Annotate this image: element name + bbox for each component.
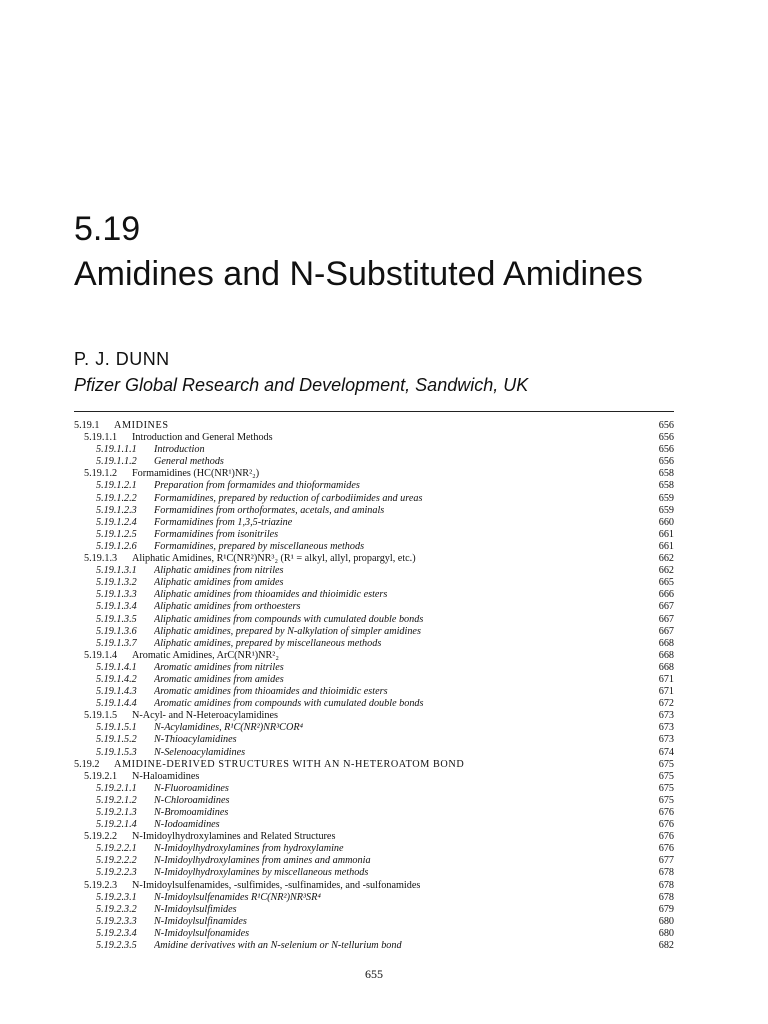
toc-entry-page: 679: [658, 903, 674, 915]
toc-entry[interactable]: [74, 747, 674, 759]
toc-entry-title: N-Acylamidines, R¹C(NR²)NR³COR⁴: [154, 722, 304, 734]
toc-entry-page: 665: [658, 577, 674, 589]
toc-entry-page: 658: [658, 468, 674, 480]
toc-entry-number: 5.19.1.5: [84, 710, 118, 722]
toc-entry-title: N-Acyl- and N-Heteroacylamidines: [132, 710, 278, 722]
toc-entry-page: 675: [658, 758, 674, 770]
toc-entry-page: 675: [658, 770, 674, 782]
toc-entry-page: 673: [658, 734, 674, 746]
toc-entry-title: Formamidines from isonitriles: [154, 528, 279, 540]
toc-entry-number: 5.19.2.1.1: [96, 782, 137, 794]
toc-entry-title: Aromatic Amidines, ArC(NR¹)NR²₂: [132, 649, 279, 661]
toc-entry[interactable]: [74, 517, 674, 529]
toc-entry-number: 5.19.1.3.6: [96, 625, 137, 637]
toc-entry-number: 5.19.2.1.2: [96, 794, 137, 806]
toc-entry-page: 668: [658, 661, 674, 673]
toc-entry[interactable]: [74, 892, 674, 904]
author-affiliation: Pfizer Global Research and Development, Sandwich, UK: [74, 375, 529, 395]
toc-entry-title: Aliphatic amidines from orthoesters: [154, 601, 301, 613]
toc-entry-title: Aromatic amidines from amides: [154, 673, 284, 685]
toc-entry-number: 5.19.1.3.2: [96, 577, 137, 589]
toc-entry[interactable]: [74, 867, 674, 879]
toc-entry-number: 5.19.1.2.3: [96, 504, 137, 516]
toc-entry[interactable]: [74, 638, 674, 650]
toc-entry-number: 5.19.2.1.4: [96, 819, 137, 831]
toc-entry[interactable]: [74, 843, 674, 855]
toc-entry-title: Preparation from formamides and thioformamides: [154, 480, 360, 492]
toc-entry-page: 678: [658, 879, 674, 891]
toc-entry-page: 656: [658, 420, 674, 431]
toc-entry-number: 5.19.1.2.1: [96, 480, 137, 492]
toc-entry-title: Aliphatic amidines from nitriles: [154, 565, 284, 577]
toc-entry-number: 5.19.1.3: [84, 553, 118, 565]
toc-entry-page: 666: [658, 589, 674, 601]
toc-entry-title: Introduction: [154, 444, 205, 456]
toc-entry-number: 5.19.2.3.5: [96, 940, 137, 952]
toc-entry-page: 673: [658, 710, 674, 722]
toc-entry[interactable]: [74, 722, 674, 734]
toc-entry-title: N-Imidoylsulfinamides: [154, 915, 247, 927]
toc-entry-page: 656: [658, 456, 674, 468]
toc-entry[interactable]: [74, 698, 674, 710]
toc-entry[interactable]: [74, 916, 674, 928]
toc-entry-title: Aromatic amidines from thioamides and thioimidic esters: [154, 686, 388, 698]
toc-entry-page: 671: [658, 686, 674, 698]
toc-entry[interactable]: [74, 940, 674, 952]
toc-entry-title: Aliphatic amidines, prepared by N-alkylation of simpler amidines: [154, 625, 421, 637]
chapter-title: Amidines and N-Substituted Amidines: [74, 255, 643, 293]
toc-entry-number: 5.19.1.3.3: [96, 589, 137, 601]
toc-entry-page: 673: [658, 722, 674, 734]
author-name: P. J. DUNN: [74, 349, 170, 369]
toc-entry-page: 676: [658, 831, 674, 843]
toc-entry[interactable]: [74, 819, 674, 831]
toc-entry-title: N-Imidoylhydroxylamines from amines and ammonia: [154, 855, 371, 867]
toc-entry-page: 671: [658, 673, 674, 685]
chapter-number: 5.19: [74, 210, 141, 248]
toc-entry-page: 680: [658, 927, 674, 939]
divider: [74, 411, 674, 412]
toc-entry-title: AMIDINE-DERIVED STRUCTURES WITH AN N-HETEROATOM BOND: [114, 758, 465, 770]
toc-entry-number: 5.19.1.3.7: [96, 637, 137, 649]
toc-entry-page: 662: [658, 565, 674, 577]
toc-entry-page: 662: [658, 553, 674, 565]
toc-entry-title: Formamidines, prepared by reduction of carbodiimides and ureas: [154, 492, 423, 504]
toc-entry-number: 5.19.2.2: [84, 831, 118, 843]
toc-entry-number: 5.19.1.3.5: [96, 613, 137, 625]
toc-entry[interactable]: [74, 553, 674, 565]
toc-entry-page: 678: [658, 891, 674, 903]
toc-entry[interactable]: [74, 468, 674, 480]
toc-entry-page: 682: [658, 940, 674, 952]
toc-entry-title: N-Imidoylsulfenamides, -sulfimides, -sulfinamides, and -sulfonamides: [132, 879, 421, 891]
toc-entry[interactable]: [74, 662, 674, 674]
toc-entry-title: Aromatic amidines from compounds with cumulated double bonds: [154, 698, 424, 710]
toc-entry[interactable]: [74, 420, 674, 432]
toc-entry-page: 659: [658, 492, 674, 504]
toc-entry[interactable]: [74, 783, 674, 795]
toc-entry-number: 5.19.1.3.1: [96, 565, 137, 577]
toc-entry-page: 660: [658, 516, 674, 528]
toc-entry-page: 672: [658, 698, 674, 710]
toc-entry[interactable]: [74, 831, 674, 843]
toc-entry-title: N-Imidoylhydroxylamines by miscellaneous methods: [154, 867, 369, 879]
toc-entry-number: 5.19.1: [74, 420, 100, 431]
toc-entry[interactable]: [74, 880, 674, 892]
toc-entry[interactable]: [74, 626, 674, 638]
toc-entry-title: Aliphatic amidines, prepared by miscellaneous methods: [154, 637, 382, 649]
toc-entry-number: 5.19.2.1.3: [96, 807, 137, 818]
toc-entry-number: 5.19.1.5.1: [96, 722, 137, 734]
toc-entry-title: Aliphatic Amidines, R¹C(NR²)NR³₂ (R¹ = alkyl, allyl, propargyl, etc.): [132, 553, 416, 565]
toc-entry-title: N-Fluoroamidines: [154, 782, 229, 794]
toc-entry-title: Aromatic amidines from nitriles: [154, 661, 284, 673]
toc-entry[interactable]: [74, 795, 674, 807]
toc-entry-title: N-Haloamidines: [132, 770, 200, 782]
toc-entry[interactable]: [74, 807, 674, 819]
toc-entry-number: 5.19.2.3.2: [96, 903, 137, 915]
toc-entry-title: Formamidines, prepared by miscellaneous methods: [154, 540, 365, 552]
toc-entry-number: 5.19.2.3.3: [96, 915, 137, 927]
toc-entry-title: Introduction and General Methods: [132, 432, 273, 444]
toc-entry[interactable]: [74, 432, 674, 444]
toc-entry-page: 667: [658, 613, 674, 625]
toc-entry-title: N-Thioacylamidines: [154, 734, 237, 746]
toc-entry-number: 5.19.2.3.4: [96, 927, 137, 939]
toc-entry-number: 5.19.2.2.2: [96, 855, 137, 867]
toc-entry-title: Formamidines from 1,3,5-triazine: [154, 516, 293, 528]
toc-entry-number: 5.19.1.1.1: [96, 444, 137, 456]
toc-entry-page: 667: [658, 601, 674, 613]
toc-entry[interactable]: [74, 759, 674, 771]
toc-entry-title: Formamidines (HC(NR¹)NR²₂): [132, 468, 260, 480]
toc-entry-title: Aliphatic amidines from compounds with cumulated double bonds: [154, 613, 424, 625]
toc-entry[interactable]: [74, 928, 674, 940]
toc-entry-number: 5.19.1.4.2: [96, 673, 137, 685]
toc-entry-page: 678: [658, 867, 674, 879]
toc-entry[interactable]: [74, 456, 674, 468]
toc-entry-number: 5.19.1.2.2: [96, 492, 137, 504]
toc-entry-page: 659: [658, 504, 674, 516]
toc-entry-number: 5.19.2.3: [84, 879, 118, 891]
toc-entry-number: 5.19.2.2.1: [96, 843, 137, 855]
toc-entry-page: 656: [658, 432, 674, 444]
toc-entry-title: N-Selenoacylamidines: [154, 746, 246, 758]
toc-entry[interactable]: [74, 771, 674, 783]
toc-entry-title: N-Chloroamidines: [154, 794, 230, 806]
toc-entry-page: 677: [658, 855, 674, 867]
toc-entry[interactable]: [74, 480, 674, 492]
toc-entry[interactable]: [74, 650, 674, 662]
toc-entry-title: Aliphatic amidines from thioamides and thioimidic esters: [154, 589, 388, 601]
toc-entry-page: 668: [658, 649, 674, 661]
toc-entry-title: General methods: [154, 456, 224, 468]
toc-entry-number: 5.19.1.2: [84, 468, 118, 480]
toc-entry-title: N-Imidoylhydroxylamines from hydroxylamine: [154, 843, 344, 855]
toc-entry-title: Amidine derivatives with an N-selenium or N-tellurium bond: [154, 940, 402, 952]
toc-entry[interactable]: [74, 541, 674, 553]
toc-entry-page: 668: [658, 637, 674, 649]
toc-entry-page: 661: [658, 528, 674, 540]
toc-entry-title: N-Imidoylhydroxylamines and Related Structures: [132, 831, 336, 843]
toc-entry-title: Aliphatic amidines from amides: [154, 577, 284, 589]
toc-entry[interactable]: [74, 493, 674, 505]
toc-entry-number: 5.19.2.2.3: [96, 867, 137, 879]
toc-entry-number: 5.19.1.1: [84, 432, 118, 444]
toc-entry-page: 674: [658, 746, 674, 758]
toc-entry[interactable]: [74, 674, 674, 686]
toc-entry-page: 675: [658, 794, 674, 806]
toc-entry-number: 5.19.1.4.4: [96, 698, 137, 710]
toc-entry-title: N-Bromoamidines: [154, 807, 229, 818]
toc-entry-page: 676: [658, 807, 674, 818]
toc-entry[interactable]: [74, 589, 674, 601]
page-number: 655: [365, 967, 383, 981]
toc-entry[interactable]: [74, 734, 674, 746]
toc-entry[interactable]: [74, 577, 674, 589]
toc-entry-title: N-Imidoylsulfonamides: [154, 927, 250, 939]
toc-entry-number: 5.19.2: [74, 758, 100, 770]
toc-entry-number: 5.19.1.5.3: [96, 746, 137, 758]
toc-entry[interactable]: [74, 904, 674, 916]
toc-entry[interactable]: [74, 601, 674, 613]
toc-entry-number: 5.19.2.1: [84, 770, 118, 782]
toc-entry-title: N-Iodoamidines: [154, 819, 220, 831]
toc-entry-number: 5.19.1.1.2: [96, 456, 137, 468]
toc-entry-page: 680: [658, 915, 674, 927]
toc-entry-number: 5.19.2.3.1: [96, 891, 137, 903]
toc-entry-title: N-Imidoylsulfenamides R¹C(NR²)NR³SR⁴: [154, 891, 321, 903]
toc-entry-page: 675: [658, 782, 674, 794]
toc-entry[interactable]: [74, 529, 674, 541]
toc-entry-title: AMIDINES: [114, 420, 169, 431]
toc-entry-number: 5.19.1.4: [84, 649, 118, 661]
toc-entry-title: N-Imidoylsulfimides: [154, 903, 237, 915]
toc-entry-page: 656: [658, 444, 674, 456]
toc-entry-number: 5.19.1.4.3: [96, 686, 137, 698]
toc-entry-page: 676: [658, 819, 674, 831]
toc-entry-page: 658: [658, 480, 674, 492]
toc-entry-page: 676: [658, 843, 674, 855]
toc-entry[interactable]: [74, 710, 674, 722]
toc-entry-title: Formamidines from orthoformates, acetals, and aminals: [154, 504, 385, 516]
toc-entry-number: 5.19.1.2.6: [96, 540, 137, 552]
table-of-contents: [74, 420, 674, 952]
toc-entry-number: 5.19.1.5.2: [96, 734, 137, 746]
toc-entry-page: 661: [658, 540, 674, 552]
toc-entry-number: 5.19.1.4.1: [96, 661, 137, 673]
toc-entry[interactable]: [74, 686, 674, 698]
toc-entry-number: 5.19.1.2.4: [96, 516, 137, 528]
toc-entry[interactable]: [74, 614, 674, 626]
toc-entry[interactable]: [74, 565, 674, 577]
toc-entry-number: 5.19.1.3.4: [96, 601, 137, 613]
toc-entry-number: 5.19.1.2.5: [96, 528, 137, 540]
toc-entry[interactable]: [74, 505, 674, 517]
toc-entry[interactable]: [74, 855, 674, 867]
toc-entry-page: 667: [658, 625, 674, 637]
toc-entry[interactable]: [74, 444, 674, 456]
